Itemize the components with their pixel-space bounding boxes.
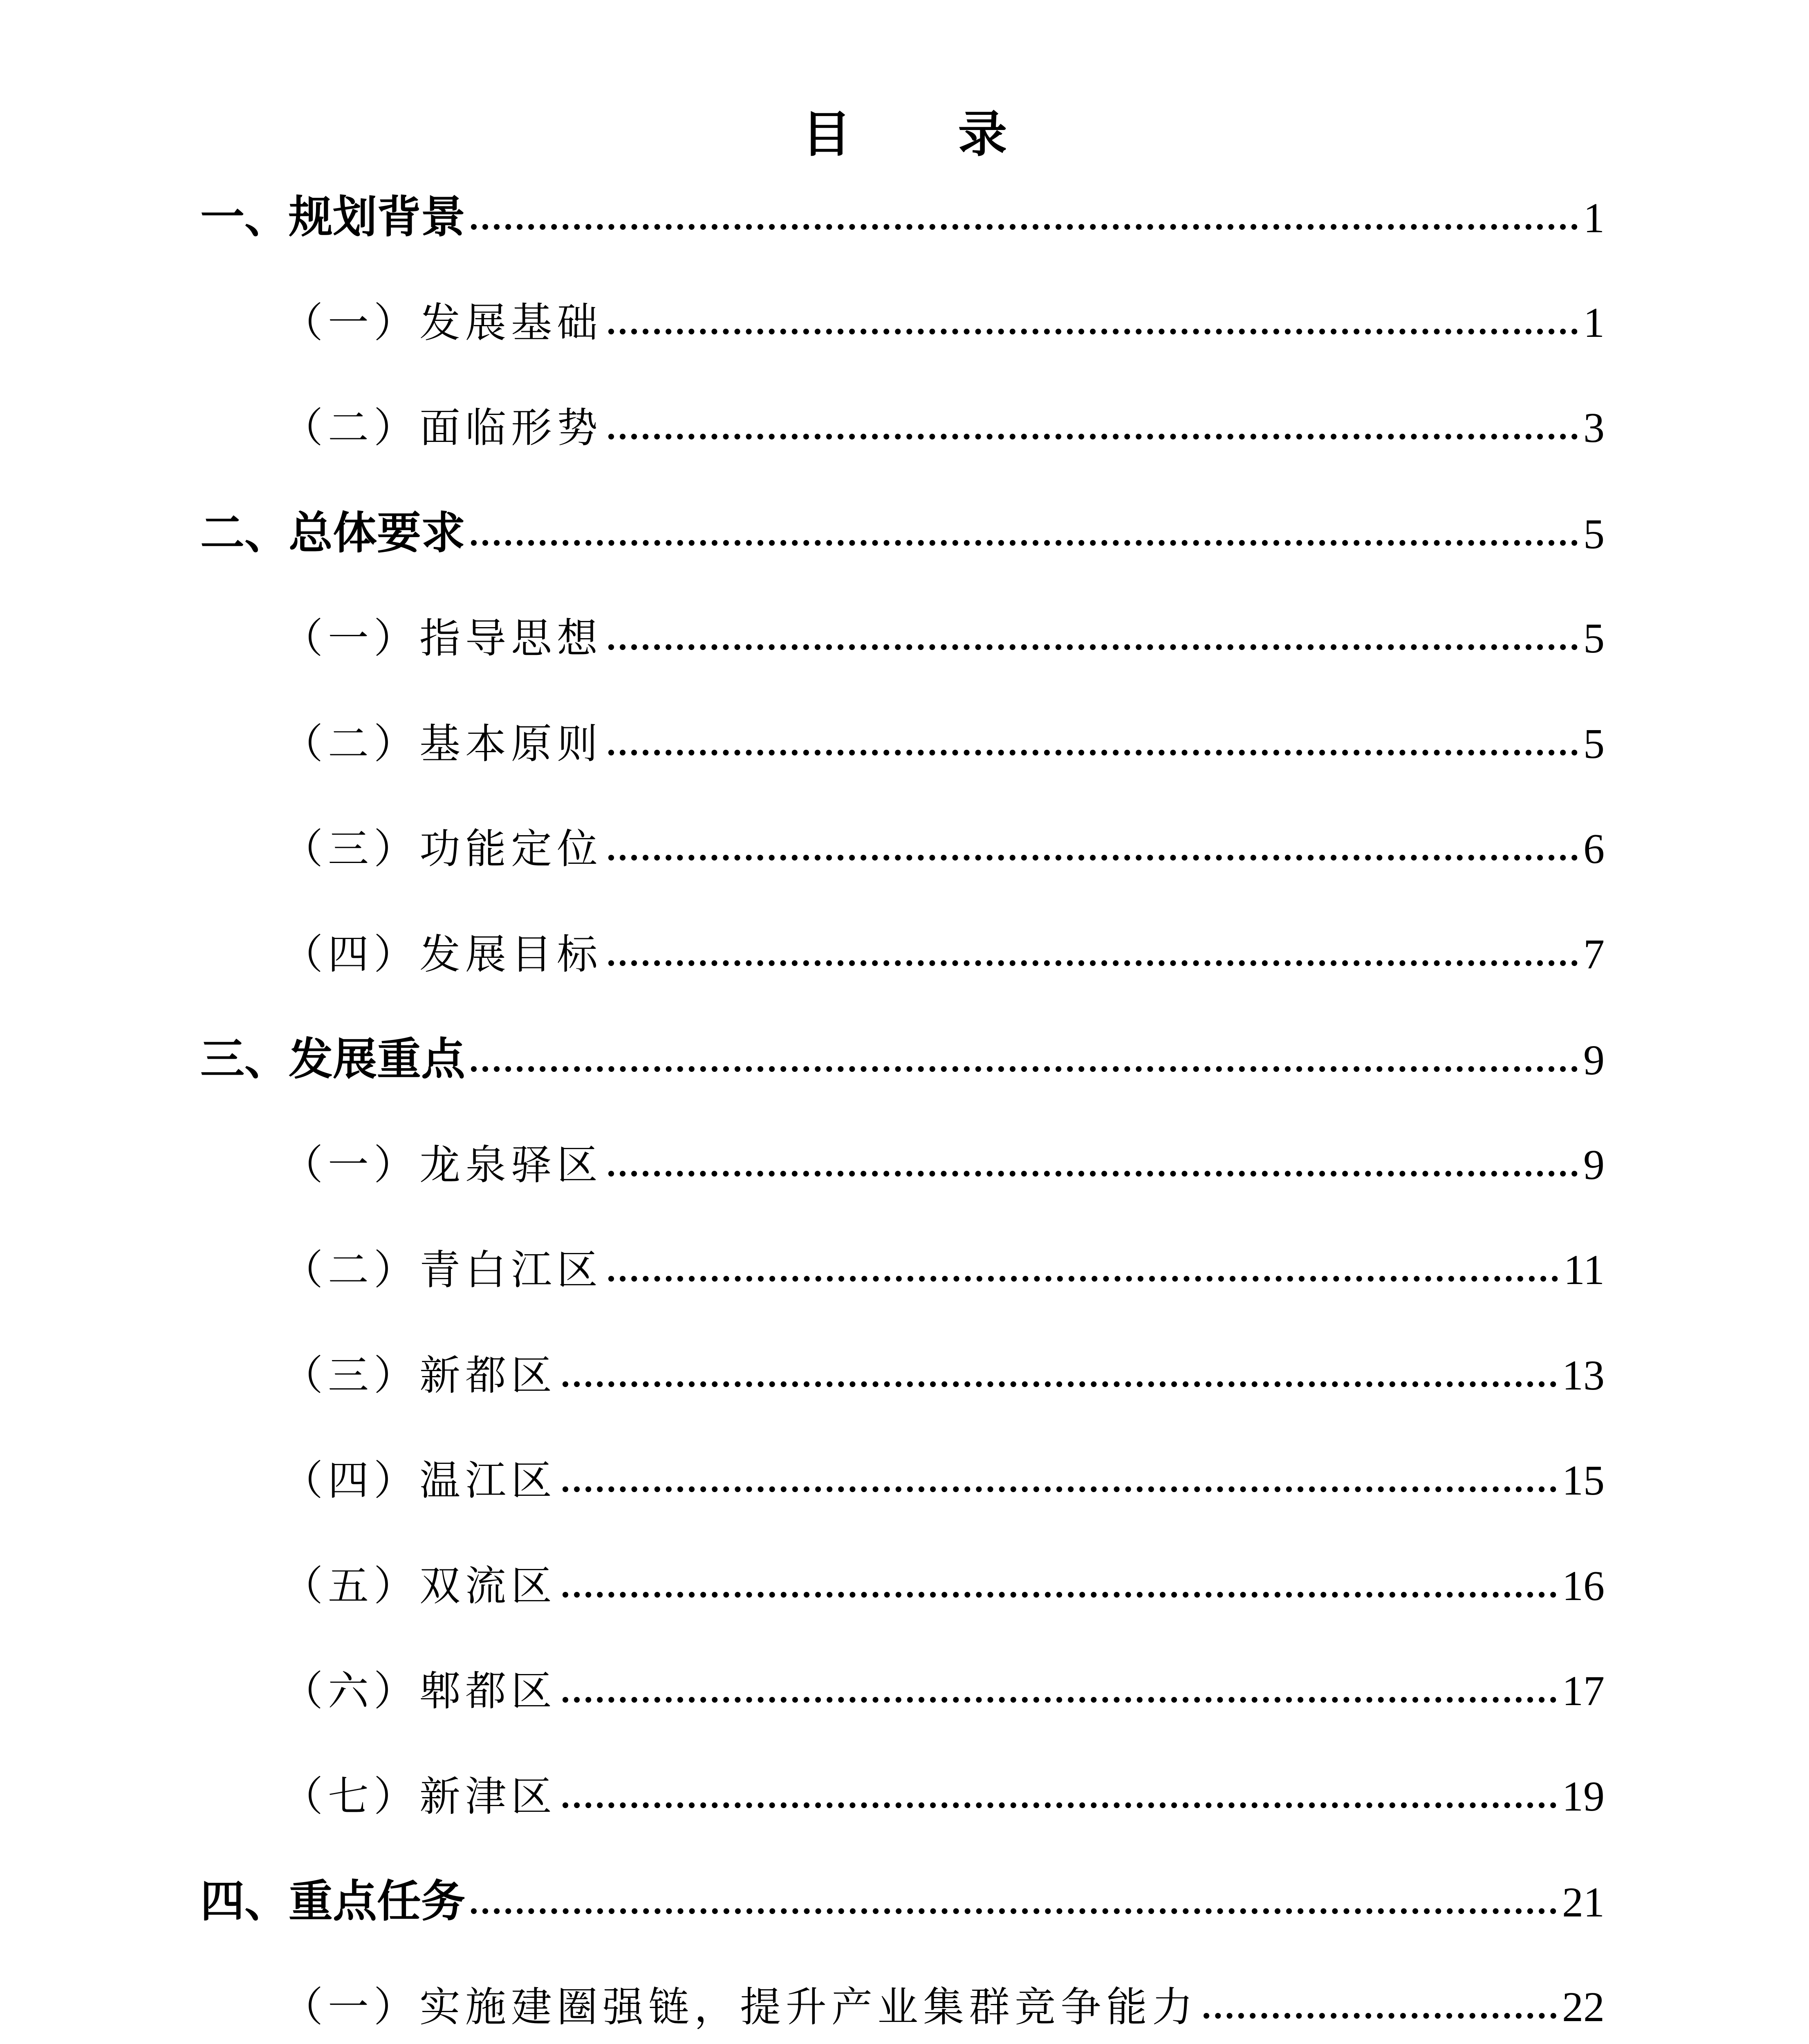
toc-subsection-entry[interactable] xyxy=(282,1136,1605,1194)
toc-dot-leader xyxy=(563,1592,1556,1598)
toc-entry-page-number: 5 xyxy=(1583,615,1605,662)
toc-entry-label: （一）实施建圈强链，提升产业集群竞争能力 xyxy=(282,1983,1198,2031)
toc-entry-label: （二）青白江区 xyxy=(282,1246,603,1294)
toc-dot-leader xyxy=(471,1066,1578,1072)
toc-dot-leader xyxy=(1204,2013,1556,2019)
toc-dot-leader xyxy=(608,329,1578,334)
toc-dot-leader xyxy=(608,1171,1578,1177)
toc-dot-leader xyxy=(608,1276,1558,1282)
toc-subsection-entry[interactable] xyxy=(282,1558,1605,1615)
toc-subsection-entry[interactable] xyxy=(282,294,1605,352)
toc-dot-leader xyxy=(608,750,1578,755)
toc-subsection-entry[interactable] xyxy=(282,820,1605,878)
toc-section-entry[interactable] xyxy=(200,505,1605,562)
toc-subsection-entry[interactable] xyxy=(282,1979,1605,2036)
toc-entry-page-number: 13 xyxy=(1562,1351,1605,1399)
toc-entry-label: （一）指导思想 xyxy=(282,614,603,662)
toc-entry-page-number: 11 xyxy=(1563,1246,1605,1293)
toc-entry-label: （四）温江区 xyxy=(282,1457,557,1504)
toc-dot-leader xyxy=(608,960,1578,966)
toc-entry-label: （三）功能定位 xyxy=(282,825,603,873)
toc-section-entry[interactable] xyxy=(200,189,1605,246)
toc-entry-page-number: 17 xyxy=(1562,1667,1605,1715)
toc-entry-label: （五）双流区 xyxy=(282,1562,557,1610)
toc-entry-label: （一）龙泉驿区 xyxy=(282,1141,603,1189)
toc-subsection-entry[interactable] xyxy=(282,610,1605,667)
toc-dot-leader xyxy=(608,855,1578,861)
toc-entry-page-number: 15 xyxy=(1562,1457,1605,1504)
toc-entry-page-number: 7 xyxy=(1583,930,1605,978)
toc-title: 目 录 xyxy=(802,106,1052,163)
toc-entry-label: （三）新都区 xyxy=(282,1351,557,1399)
toc-subsection-entry[interactable] xyxy=(282,1768,1605,1825)
toc-entry-page-number: 16 xyxy=(1562,1562,1605,1609)
toc-dot-leader xyxy=(563,1381,1556,1387)
toc-entry-page-number: 21 xyxy=(1562,1879,1605,1926)
toc-dot-leader xyxy=(608,434,1578,439)
toc-entry-page-number: 1 xyxy=(1583,195,1605,242)
toc-subsection-entry[interactable] xyxy=(282,926,1605,983)
toc-subsection-entry[interactable] xyxy=(282,1347,1605,1404)
toc-dot-leader xyxy=(563,1486,1556,1492)
toc-entry-label: （七）新津区 xyxy=(282,1772,557,1820)
toc-entry-label: （二）基本原则 xyxy=(282,719,603,768)
toc-entry-page-number: 6 xyxy=(1583,825,1605,872)
toc-entry-label: （二）面临形势 xyxy=(282,404,603,452)
toc-entry-page-number: 5 xyxy=(1583,720,1605,767)
toc-entry-label: （四）发展目标 xyxy=(282,930,603,978)
toc-section-entry[interactable] xyxy=(200,1873,1605,1930)
toc-entry-label: （六）郫都区 xyxy=(282,1667,557,1715)
toc-subsection-entry[interactable] xyxy=(282,715,1605,773)
toc-entry-page-number: 5 xyxy=(1583,510,1605,558)
toc-entry-page-number: 9 xyxy=(1583,1141,1605,1188)
toc-subsection-entry[interactable] xyxy=(282,1242,1605,1299)
toc-subsection-entry[interactable] xyxy=(282,399,1605,457)
toc-subsection-entry[interactable] xyxy=(282,1663,1605,1720)
toc-entry-page-number: 1 xyxy=(1583,299,1605,346)
toc-entry-page-number: 9 xyxy=(1583,1037,1605,1084)
toc-entry-label: （一）发展基础 xyxy=(282,298,603,347)
toc-entry-page-number: 19 xyxy=(1562,1773,1605,1820)
toc-dot-leader xyxy=(563,1802,1556,1808)
toc-entry-label: 一、规划背景 xyxy=(200,192,466,243)
toc-dot-leader xyxy=(608,644,1578,650)
toc-dot-leader xyxy=(563,1697,1556,1703)
toc-entry-label: 四、重点任务 xyxy=(200,1876,466,1927)
toc-section-entry[interactable] xyxy=(200,1031,1605,1088)
toc-entry-label: 三、发展重点 xyxy=(200,1034,466,1085)
toc-entry-page-number: 3 xyxy=(1583,404,1605,451)
toc-dot-leader xyxy=(471,224,1578,230)
toc-dot-leader xyxy=(471,1908,1556,1914)
toc-subsection-entry[interactable] xyxy=(282,1452,1605,1509)
toc-entry-label: 二、总体要求 xyxy=(200,507,466,559)
toc-entry-page-number: 22 xyxy=(1562,1983,1605,2031)
toc-dot-leader xyxy=(471,540,1578,546)
